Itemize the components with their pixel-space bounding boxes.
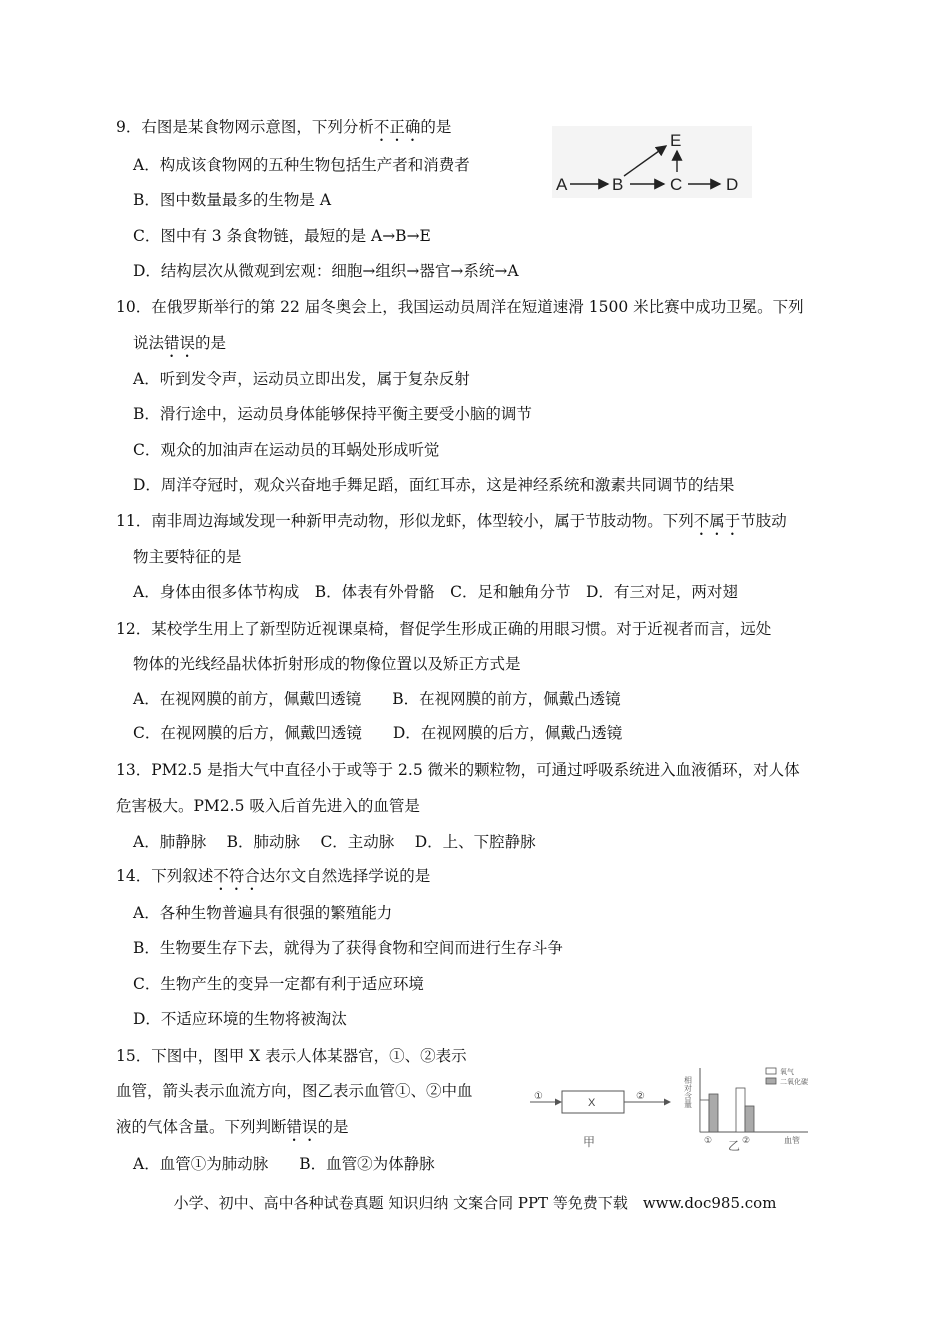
q12-options-ab: A．在视网膜的前方，佩戴凹透镜 B．在视网膜的前方，佩戴凸透镜 <box>133 690 621 708</box>
figure-yi-caption: 乙 <box>728 1139 741 1153</box>
q14-option-a: A．各种生物普遍具有很强的繁殖能力 <box>133 904 393 922</box>
q9-option-b: B．图中数量最多的生物是 A <box>133 191 332 209</box>
q10-stem-line1: 10．在俄罗斯举行的第 22 届冬奥会上，我国运动员周洋在短道速滑 1500 米比赛中成功卫冕。下列 <box>116 298 804 316</box>
q9-option-d: D．结构层次从微观到宏观：细胞→组织→器官→系统→A <box>133 262 519 280</box>
q9-stem <box>116 117 451 145</box>
q10-option-b: B．滑行途中，运动员身体能够保持平衡主要受小脑的调节 <box>133 405 532 423</box>
q14-stem-emphasis: 不符合 <box>213 867 260 885</box>
q11-stem-line2: 物主要特征的是 <box>133 548 242 566</box>
organ-x-label: X <box>588 1097 596 1109</box>
vessel-1-label: ① <box>534 1091 543 1102</box>
figure-yi-xlabel: 血管 <box>784 1136 800 1145</box>
q9-option-c: C．图中有 3 条食物链，最短的是 A→B→E <box>133 227 431 245</box>
q9-stem-text: 9．右图是某食物网示意图，下列分析 <box>116 118 374 136</box>
q10-line2-text: 说法 <box>133 334 165 352</box>
q14-stem-end: 达尔文自然选择学说的是 <box>259 867 431 885</box>
figure-yi-chart <box>683 1062 848 1158</box>
category-vessel1: ① <box>704 1135 713 1145</box>
q11-options: A．身体由很多体节构成 B．体表有外骨骼 C．足和触角分节 D．有三对足，两对翅 <box>133 583 738 601</box>
q10-stem-line2 <box>133 333 226 361</box>
q9-option-a: A．构成该食物网的五种生物包括生产者和消费者 <box>133 156 470 174</box>
legend-oxygen-swatch <box>766 1068 776 1074</box>
q13-options: A．肺静脉 B．肺动脉 C．主动脉 D．上、下腔静脉 <box>133 833 536 851</box>
q12-stem-line2: 物体的光线经晶状体折射形成的物像位置以及矫正方式是 <box>133 655 521 673</box>
legend-oxygen-label: 氧气 <box>780 1069 794 1076</box>
node-a: A <box>556 175 568 194</box>
vessel-2-label: ② <box>636 1091 645 1102</box>
q14-stem-text: 14．下列叙述 <box>116 867 214 885</box>
q15-stem-line1: 15．下图中，图甲 X 表示人体某器官，①、②表示 <box>116 1047 467 1065</box>
q12-options-cd: C．在视网膜的后方，佩戴凹透镜 D．在视网膜的后方，佩戴凸透镜 <box>133 724 623 742</box>
q13-stem-line2: 危害极大。PM2.5 吸入后首先进入的血管是 <box>116 797 420 815</box>
q14-option-b: B．生物要生存下去，就得为了获得食物和空间而进行生存斗争 <box>133 939 563 957</box>
bar-vessel2-oxygen <box>736 1088 745 1132</box>
q9-stem-end: 的是 <box>420 118 452 136</box>
legend-co2-swatch <box>766 1078 776 1084</box>
q10-option-d: D．周洋夺冠时，观众兴奋地手舞足蹈，面红耳赤，这是神经系统和激素共同调节的结果 <box>133 476 735 494</box>
q11-line1-emphasis: 不属于 <box>693 512 741 530</box>
node-c: C <box>670 175 683 194</box>
q15-options: A．血管①为肺动脉 B．血管②为体静脉 <box>133 1155 435 1173</box>
bar-vessel1-oxygen <box>700 1100 709 1132</box>
q11-line1-end: 节肢动 <box>740 512 787 530</box>
q10-line2-end: 的是 <box>195 334 227 352</box>
figure-jia <box>528 1082 688 1152</box>
q14-option-d: D．不适应环境的生物将被淘汰 <box>133 1010 347 1028</box>
node-e: E <box>670 131 682 150</box>
q15-line3-emphasis: 错误 <box>286 1118 318 1136</box>
q10-option-c: C．观众的加油声在运动员的耳蜗处形成听觉 <box>133 441 440 459</box>
node-d: D <box>726 175 739 194</box>
legend-co2-label: 二氧化碳 <box>780 1079 808 1086</box>
q12-stem-line1: 12．某校学生用上了新型防近视课桌椅，督促学生形成正确的用眼习惯。对于近视者而言，远处 <box>116 620 772 638</box>
q15-line3-end: 的是 <box>317 1118 349 1136</box>
category-vessel2: ② <box>742 1135 751 1145</box>
q15-line3-text: 液的气体含量。下列判断 <box>116 1118 287 1136</box>
food-web-diagram <box>552 126 752 198</box>
figure-jia-caption: 甲 <box>583 1135 596 1149</box>
q15-stem-line2: 血管，箭头表示血流方向，图乙表示血管①、②中血 <box>116 1082 473 1100</box>
figure-yi-ylabel: 相对含量 <box>683 1076 693 1108</box>
node-b: B <box>612 175 624 194</box>
q10-option-a: A．听到发令声，运动员立即出发，属于复杂反射 <box>133 370 470 388</box>
q11-line1-text: 11．南非周边海域发现一种新甲壳动物，形似龙虾，体型较小，属于节肢动物。下列 <box>116 512 694 530</box>
bar-vessel1-co2 <box>709 1094 718 1132</box>
q11-stem-line1 <box>116 511 787 539</box>
bar-vessel2-co2 <box>745 1106 754 1132</box>
q14-stem <box>116 866 430 894</box>
q10-line2-emphasis: 错误 <box>164 334 196 352</box>
q15-stem-line3 <box>116 1117 349 1145</box>
q14-option-c: C．生物产生的变异一定都有利于适应环境 <box>133 975 424 993</box>
page-footer: 小学、初中、高中各种试卷真题 知识归纳 文案合同 PPT 等免费下载 www.doc985.com <box>173 1194 777 1212</box>
q9-stem-emphasis: 不正确 <box>373 118 421 136</box>
q13-stem-line1: 13．PM2.5 是指大气中直径小于或等于 2.5 微米的颗粒物，可通过呼吸系统进入血液循环，对人体 <box>116 761 800 779</box>
